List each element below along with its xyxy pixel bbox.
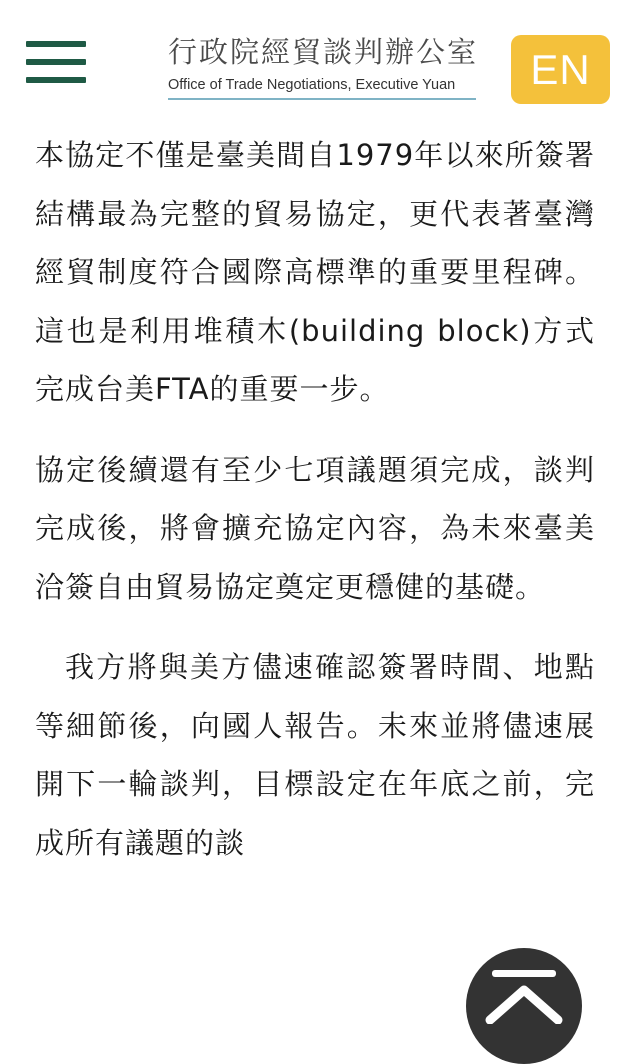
article-paragraph: 本協定不僅是臺美間自1979年以來所簽署結構最為完整的貿易協定，更代表著臺灣經貿制度符合國際高標準的重要里程碑。這也是利用堆積木(building block)方式完成台美FTA的重要一步。 [35,138,595,406]
article-body [35,126,595,894]
menu-icon-bar [26,41,86,47]
site-logo-link[interactable] [160,34,480,104]
back-to-top-button[interactable] [466,948,582,1064]
site-header [0,0,628,112]
menu-button[interactable] [26,38,88,90]
logo-title-en: Office of Trade Negotiations, Executive Yuan [168,77,456,93]
menu-icon-bar [26,59,86,65]
article-paragraph: 我方將與美方儘速確認簽署時間、地點等細節後，向國人報告。未來並將儘速展開下一輪談判，目標設定在年底之前，完成所有議題的談 [35,650,595,860]
language-switch-button[interactable]: EN [511,35,610,104]
menu-icon-bar [26,77,86,83]
article-paragraph: 協定後續還有至少七項議題須完成，談判完成後，將會擴充協定內容，為未來臺美洽簽自由貿易協定奠定更穩健的基礎。 [35,452,595,604]
logo-divider [168,98,476,100]
logo-title-zh: 行政院經貿談判辦公室 [168,35,479,69]
chevron-up-icon [466,948,582,1024]
